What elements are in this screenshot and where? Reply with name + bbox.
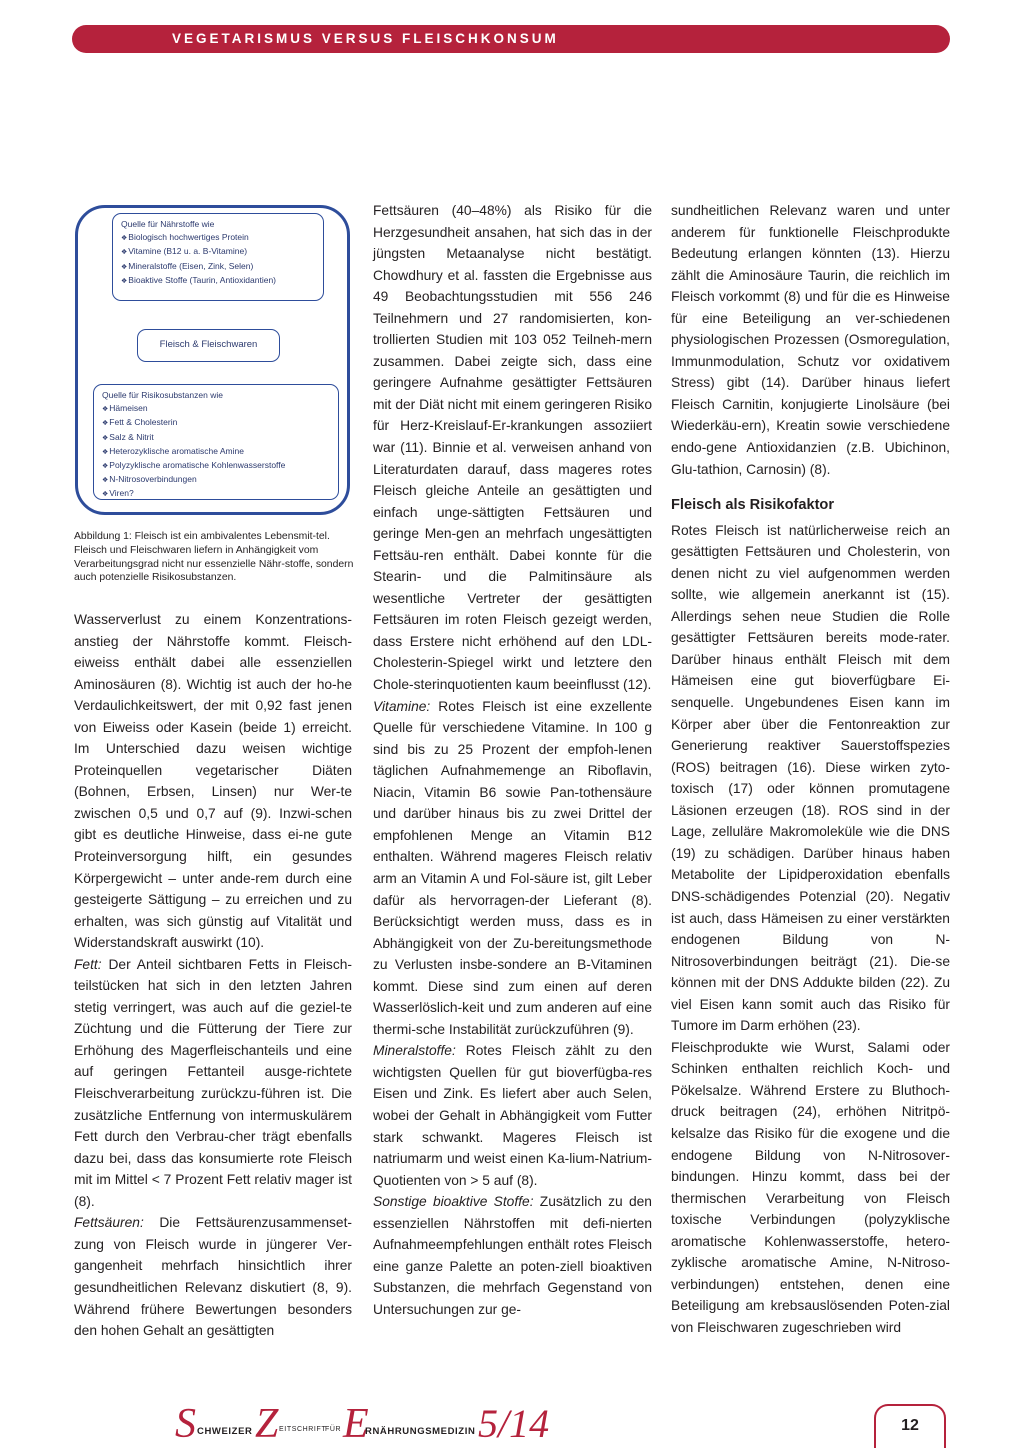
risk-item: ❖ Fett & Cholesterin <box>102 416 330 430</box>
body-paragraph: Rotes Fleisch ist natürlicherweise reich an gesättigten Fettsäuren und Cholesterin, von denen nicht zu viel aufgenommen werden sollte, wie allgemein anerkannt ist (15). Allerdings sehen neue Studien die Rolle gesättigter Fettsäuren bereits mode-rater. Darüber hinaus enthält Fleisch mit dem Hämeisen eine gut bioverfügbare Ei-senquelle. Ungebundenes Eisen kann im Körper aber über die Fentonreaktion zur Generierung reaktiver Sauerstoffspezies (ROS) beitragen (16). Diese wirken zyto-toxisch (17) oder können promutagene Läsionen erzeugen (18). ROS sind in der Lage, zelluläre Makromoleküle wie die DNS (19) zu schädigen. Darüber hinaus haben Metabolite der Lipidperoxidation ebenfalls DNS-schädigendes Potenzial (20). Negativ ist auch, dass Hämeisen zu einer verstärkten endogenen Bildung von N-Nitrosoverbindungen beiträgt (21). Die-se können mit der DNS Addukte bilden (22). Zu viel Eisen kann somit auch das Risiko für Tumore im Darm erhöhen (23). <box>671 522 950 1034</box>
meat-center-box: Fleisch & Fleischwaren <box>137 329 280 362</box>
journal-logo <box>175 1400 575 1450</box>
body-paragraph <box>373 696 652 1041</box>
risk-item: ❖ Viren? <box>102 487 330 501</box>
paragraph-label: Fett: <box>74 956 102 972</box>
body-paragraph <box>373 1040 652 1191</box>
body-paragraph: sundheitlichen Relevanz waren und unter anderem für funktionelle Fleischprodukte Bedeutung erlangen könnten (13). Hierzu zählt die Aminosäure Taurin, die reichlich im Fleisch vorkommt (8) und für die es Hinweise für eine Beteiligung an ver-schiedenen physiologischen Prozessen (Osmoregulation, Immunmodulation, Schutz vor oxidativem Stress) gibt (14). Darüber hinaus liefert Fleisch Carnitin, konjugierte Linolsäure (bei Wiederkäu-ern), Kreatin sowie verschiedene endo-gene Antioxidanzien (z.B. Ubichinon, Glu-tathion, Carnosin) (8). <box>671 203 950 477</box>
body-paragraph: Wasserverlust zu einem Konzentrations-anstieg der Nährstoffe kommt. Fleisch-eiweiss enthält dabei alle essenziellen Aminosäuren (8). Wichtig ist auch der ho-he Verdaulichkeitswert, der mit 0,92 fast jenen von Eiweiss oder Kasein (beide 1) erreicht. Im Unterschied dazu weisen wichtige Proteinquellen vegetarischer Diäten (Bohnen, Erbsen, Linsen) nur Wer-te zwischen 0,5 und 0,7 auf (9). Inzwi-schen gibt es deutliche Hinweise, dass ei-ne gute Proteinversorgung hilft, ein gesundes Körpergewicht – unter ande-rem durch eine gesteigerte Sättigung – zu erreichen und zu erhalten, was sich günstig auf Vitalität und Widerstandskraft auswirkt (10). <box>74 612 352 951</box>
logo-word: CHWEIZER <box>197 1426 253 1437</box>
paragraph-label: Vitamine: <box>373 698 431 714</box>
running-header-title: VEGETARISMUS VERSUS FLEISCHKONSUM <box>172 31 559 46</box>
logo-letter-z: Z <box>255 1401 279 1447</box>
text-column-2 <box>373 200 652 1320</box>
paragraph-text: Zusätzlich zu den essenziellen Nährstoffen mit defi-nierten Aufnahmeempfehlungen enthält rotes Fleisch eine ganze Palette an poten-ziell bioaktiven Substanzen, die mehrfach Gegenstand von Untersuchungen zur ge- <box>373 1194 652 1317</box>
risk-item: ❖ Hämeisen <box>102 402 330 416</box>
risk-item: ❖ N-Nitrosoverbindungen <box>102 473 330 487</box>
figure-diagram <box>75 205 350 515</box>
running-header-bar <box>72 25 950 53</box>
logo-word: EITSCHRIFT <box>279 1426 327 1433</box>
risk-item: ❖ Salz & Nitrit <box>102 431 330 445</box>
text-column-3 <box>671 200 950 1338</box>
logo-word: RNÄHRUNGSMEDIZIN <box>365 1426 476 1437</box>
section-heading: Fleisch als Risikofaktor <box>671 497 835 514</box>
body-paragraph: Fleischprodukte wie Wurst, Salami oder Schinken enthalten reichlich Koch- und Pökelsalze. Während Erstere zu Bluthoch-druck beitragen (24), erhöhen Nitritpö-kelsalze das Risiko für die exogene und die endogene Bildung von N-Nitrosover-bindungen. Hinzu kommt, dass bei der thermischen Verarbeitung von Fleisch toxische Verbindungen (polyzyklische aromatische Kohlenwasserstoffe, hetero-zyklische aromatische Amine, N-Nitroso-verbindungen) entstehen, denen eine Beteiligung am krebsauslösenden Poten-zial von Fleischwaren zugeschrieben wird <box>671 1039 950 1335</box>
nutrient-item: ❖ Bioaktive Stoffe (Taurin, Antioxidantien) <box>121 274 315 288</box>
risk-item: ❖ Polyzyklische aromatische Kohlenwasserstoffe <box>102 459 330 473</box>
nutrient-item: ❖ Vitamine (B12 u. a. B-Vitamine) <box>121 245 315 259</box>
paragraph-text: Der Anteil sichtbaren Fetts in Fleisch-teilstücken hat sich in den letzten Jahren stetig verringert, was auch auf die geziel-te Züchtung und die Fütterung der Tiere zur Erhöhung des Magerfleischanteils und eine auf geringen Fettanteil ausge-richtete Fleischverarbeitung zurückzu-führen ist. Die zusätzliche Entfernung von intermuskulärem Fett durch den Verbrau-cher trägt ebenfalls dazu bei, dass das konsumierte rote Fleisch mit im Mittel < 7 Prozent Fett relativ mager ist (8). <box>74 956 352 1209</box>
paragraph-label: Sonstige bioaktive Stoffe: <box>373 1194 534 1210</box>
page-number: 12 <box>874 1404 946 1448</box>
paragraph-text: Rotes Fleisch ist eine exzellente Quelle für verschiedene Vitamine. In 100 g sind bis zu 25 Prozent der empfoh-lenen täglichen Aufnahmemenge an Riboflavin, Niacin, Vitamin B6 sowie Pan-tothensäure und darüber hinaus bis zu zwei Drittel der empfohlenen Menge an Vitamin B12 enthalten. Während mageres Fleisch relativ arm an Vitamin A und Fol-säure ist, gilt Leber dafür als hervorragen-der Lieferant (8). Berücksichtigt werden muss, dass es in Abhängigkeit von der Zu-bereitungsmethode zu Verlusten insbe-sondere an B-Vitaminen kommt. Diese sind zum einen auf deren Wasserlöslich-keit und zum anderen auf eine thermi-sche Instabilität zurückzuführen (9). <box>373 698 652 1037</box>
body-paragraph <box>373 1191 652 1320</box>
text-column-1 <box>74 609 352 1342</box>
nutrient-source-box <box>112 213 324 301</box>
body-paragraph: Fettsäuren (40–48%) als Risiko für die Herzgesundheit ansahen, hat sich das in der jüngsten Metaanalyse nicht bestätigt. Chowdhury et al. fassten die Ergebnisse aus 49 Beobachtungsstudien mit 556 246 Teilnehmern und 27 randomisierten, kon-trollierten Studien mit 103 052 Teilneh-mern zusammen. Dabei zeigte sich, dass eine geringere Aufnahme gesättigter Fettsäuren mit der Diät nicht mit einem geringeren Risiko für Herz-Kreislauf-Er-krankungen assoziiert war (11). Binnie et al. verweisen anhand von Literaturdaten darauf, dass mageres rotes Fleisch gleiche Anteile an gesättigten und einfach unge-sättigten Fettsäuren und geringe Men-gen an mehrfach ungesättigten Fettsäu-ren enthält. Dabei konnte für die Stearin- und die Palmitinsäure als wesentliche Vertreter der gesättigten Fettsäuren im roten Fleisch gezeigt werden, dass Erstere nicht erhöhend auf den LDL-Cholesterin-Spiegel wirkt und letztere den Chole-sterinquotienten kaum beeinflusst (12). <box>373 203 652 693</box>
logo-letter-s: S <box>175 1401 196 1447</box>
logo-word: FÜR <box>325 1426 342 1433</box>
logo-letter-e: E <box>343 1401 369 1447</box>
paragraph-text: Die Fettsäurenzusammenset-zung von Fleisch wurde in jüngerer Ver-gangenheit mehrfach hinsichtlich ihrer gesundheitlichen Relevanz diskutiert (8, 9). Während frühere Bewertungen besonders den hohen Gehalt an gesättigten <box>74 1215 352 1339</box>
figure-caption <box>74 530 354 585</box>
nutrient-source-title: Quelle für Nährstoffe wie <box>121 219 215 229</box>
risk-item: ❖ Heterozyklische aromatische Amine <box>102 445 330 459</box>
paragraph-text: Rotes Fleisch zählt zu den wichtigsten Quellen für gut bioverfügba-res Eisen und Zink. Es liefert aber auch Selen, wobei der Gehalt in Abhängigkeit vom Futter stark schwankt. Mageres Fleisch ist natriumarm und weist einen Ka-lium-Natrium-Quotienten von > 5 auf (8). <box>373 1043 652 1188</box>
risk-source-title: Quelle für Risikosubstanzen wie <box>102 390 223 400</box>
paragraph-label: Fettsäuren: <box>74 1215 144 1231</box>
paragraph-label: Mineralstoffe: <box>373 1043 456 1059</box>
risk-source-box <box>93 384 339 500</box>
figure-caption-text: Abbildung 1: Fleisch ist ein ambivalentes Lebensmit-tel. Fleisch und Fleischwaren liefern in Anhängigkeit vom Verarbeitungsgrad nicht nur essenzielle Nähr-stoffe, sondern auch potenzielle Risikosubstanzen. <box>74 531 354 584</box>
nutrient-item: ❖ Mineralstoffe (Eisen, Zink, Selen) <box>121 260 315 274</box>
body-paragraph <box>74 954 352 1213</box>
nutrient-item: ❖ Biologisch hochwertiges Protein <box>121 231 315 245</box>
issue-number: 5/14 <box>478 1401 550 1446</box>
body-paragraph <box>74 1212 352 1341</box>
